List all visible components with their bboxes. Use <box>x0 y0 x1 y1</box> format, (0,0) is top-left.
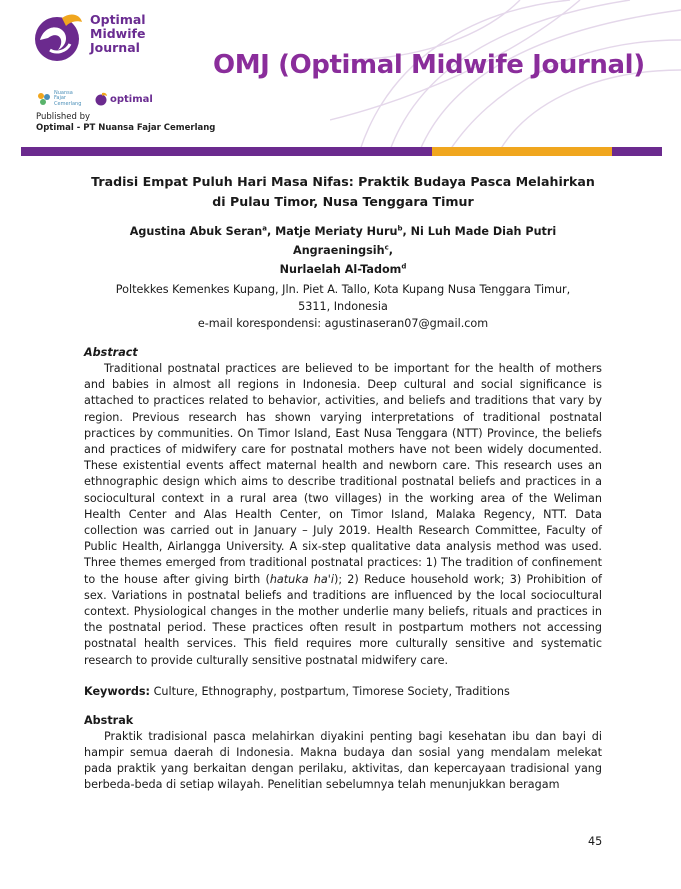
published-by <box>36 112 215 134</box>
author-1: Agustina Abuk Seran$^a$ <box>129 224 267 238</box>
fajar-logo-icon <box>36 91 52 107</box>
abstract-heading: Abstract <box>84 346 138 359</box>
keywords-text: Culture, Ethnography, postpartum, Timorese Society, Traditions <box>150 684 510 698</box>
fajar-logo-text: Nuansa Fajar Cemerlang <box>54 89 82 107</box>
published-by-label: Published by <box>36 112 91 122</box>
partner-fajar <box>36 91 86 108</box>
article-authors: Agustina Abuk Seran$^a$, Matje Meriaty Huru$^b$, Ni Luh Made Diah Putri Angraeningsih$^c$, Nurlaelah Al-Tadom$^d$ <box>129 224 557 276</box>
header-bar-purple <box>21 147 432 156</box>
affiliation: Poltekkes Kemenkes Kupang, Jln. Piet A. Tallo, Kota Kupang Nusa Tenggara Timur, 5311, Indonesia e-mail korespondensi: agustinaseran07@gmail.com <box>84 281 602 332</box>
header-bar-purple-end <box>612 147 662 156</box>
author-3: Ni Luh Made Diah Putri Angraeningsih$^c$ <box>293 225 557 257</box>
journal-header <box>0 0 681 160</box>
publisher-name: Optimal - PT Nuansa Fajar Cemerlang <box>36 123 216 133</box>
keywords-label: Keywords: <box>84 684 151 698</box>
optimal-logo-text: optimal <box>110 93 153 105</box>
optimal-logo-icon <box>94 92 108 106</box>
abstrak-heading: Abstrak <box>84 713 134 727</box>
abstrak-text: Praktik tradisional pasca melahirkan diyakini penting bagi kesehatan ibu dan bayi di hampir semua daerah di Indonesia. Makna budaya dan sosial yang mendalam melekat pada praktik yang berkaitan dengan perilaku, aktivitas, dan kepercayaan tradisional yang berbeda-beda di setiap wilayah. Penelitian sebelumnya telah menunjukkan beragam <box>84 729 602 792</box>
abstract-text: Traditional postnatal practices are believed to be important for the health of mothers and babies in almost all regions in Indonesia. Deep cultural and social significance is attached to practices related to behavior, activities, and beliefs and traditions that vary by region. Previous research has shown varying interpretations of traditional postnatal practices by communities. On Timor Island, East Nusa Tenggara (NTT) Province, the beliefs and practices of midwifery care for postnatal mothers have not been widely documented. These existential events affect maternal health and newborn care. This research uses an ethnographic design which aims to describe traditional postnatal beliefs and practices in a sociocultural context in a rural area (two villages) in the working area of the Weliman Health Center and Alas Health Center, on Timor Island, Malaka Regency, NTT. Data collection was carried out in January – July 2019. Health Research Committee, Faculty of Public Health, Airlangga University. A six-step qualitative data analysis method was used. Three themes emerged from traditional postnatal practices: 1) The tradition of confinement to the house after giving birth (hatuka ha'i); 2) Reduce household work; 3) Prohibition of sex. Variations in postnatal beliefs and traditions are influenced by the local sociocultural context. Physiological changes in the mother underlie many beliefs, rituals and practices in the postnatal period. These practices often result in postpartum mothers not accessing postnatal health services. This field requires more culturally sensitive and systematic research to provide culturally sensitive postnatal midwifery care. <box>84 362 602 667</box>
journal-title: OMJ (Optimal Midwife Journal) <box>213 50 645 80</box>
article-body <box>84 160 602 794</box>
header-bar-gold <box>432 147 612 156</box>
author-4: Nurlaelah Al-Tadom$^d$ <box>279 262 407 276</box>
omj-logo-icon <box>30 10 86 64</box>
partner-logos <box>36 88 153 110</box>
author-2: Matje Meriaty Huru$^b$ <box>275 224 403 238</box>
omj-logo-text: Optimal Midwife Journal <box>90 12 146 55</box>
keywords <box>84 683 602 700</box>
partner-optimal <box>94 92 153 106</box>
article-title: Tradisi Empat Puluh Hari Masa Nifas: Praktik Budaya Pasca Melahirkan di Pulau Timor, Nusa Tenggara Timur <box>91 174 595 209</box>
correspondence-email: e-mail korespondensi: agustinaseran07@gmail.com <box>197 317 489 330</box>
page-number: 45 <box>588 835 603 848</box>
